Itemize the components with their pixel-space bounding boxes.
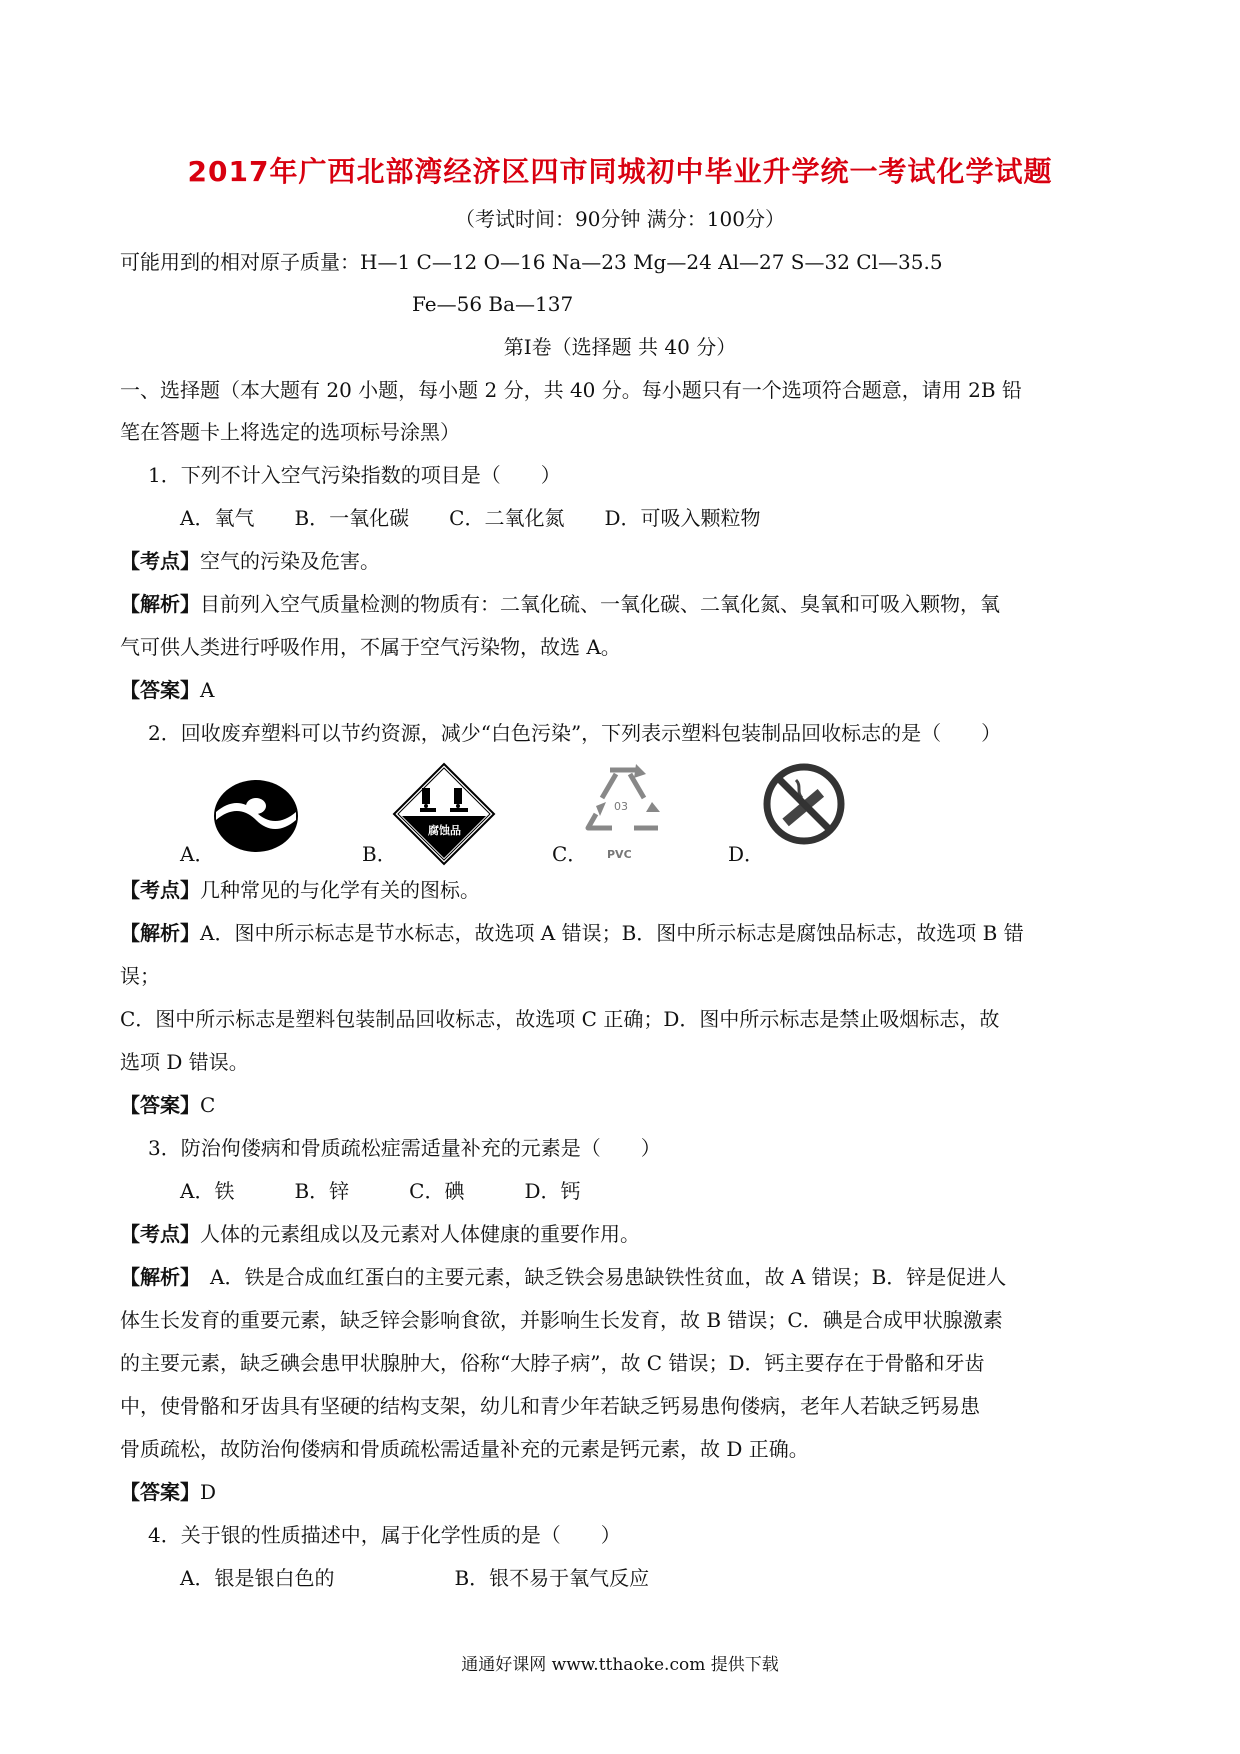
daan-text: A — [200, 678, 215, 702]
atomic-masses-line-1: 可能用到的相对原子质量：H—1 C—12 O—16 Na—23 Mg—24 Al—27 S—32 Cl—35.5 — [120, 250, 943, 274]
kaodian-text: 人体的元素组成以及元素对人体健康的重要作用。 — [200, 1222, 640, 1246]
daan-text: C — [200, 1093, 216, 1117]
q3-answer — [120, 1480, 216, 1504]
option-label-c: C． — [552, 842, 588, 866]
q1-jiexi-2: 气可供人类进行呼吸作用，不属于空气污染物，故选 A。 — [120, 635, 621, 659]
q3-jiexi-1 — [120, 1265, 1006, 1289]
jiexi-tag: 【解析】 — [120, 592, 200, 616]
instructions-line-2: 笔在答题卡上将选定的选项标号涂黑） — [120, 420, 460, 444]
q1-jiexi-1 — [120, 592, 1000, 616]
q3-jiexi-3: 的主要元素，缺乏碘会患甲状腺肿大，俗称“大脖子病”，故 C 错误；D．钙主要存在于骨骼和牙齿 — [120, 1351, 985, 1375]
q3-kaodian — [120, 1222, 640, 1246]
q3-jiexi-5: 骨质疏松，故防治佝偻病和骨质疏松需适量补充的元素是钙元素，故 D 正确。 — [120, 1437, 809, 1461]
jiexi-tag: 【解析】 — [120, 1265, 190, 1289]
instructions-line-1: 一、选择题（本大题有 20 小题，每小题 2 分，共 40 分。每小题只有一个选项符合题意，请用 2B 铅 — [120, 378, 1022, 402]
recycle-material: PVC — [607, 848, 632, 861]
q1-stem: 1．下列不计入空气污染指数的项目是（ ） — [148, 463, 561, 487]
corrosive-icon — [392, 762, 496, 866]
q1-options: A．氧气 B．一氧化碳 C．二氧化氮 D．可吸入颗粒物 — [180, 506, 761, 530]
daan-tag: 【答案】 — [120, 1480, 200, 1504]
q3-jiexi-4: 中，使骨骼和牙齿具有坚硬的结构支架，幼儿和青少年若缺乏钙易患佝偻病，老年人若缺乏钙易患 — [120, 1394, 980, 1418]
atomic-masses-line-2: Fe—56 Ba—137 — [412, 292, 574, 316]
q2-answer — [120, 1093, 215, 1117]
kaodian-text: 空气的污染及危害。 — [200, 549, 380, 573]
kaodian-tag: 【考点】 — [120, 549, 200, 573]
daan-text: D — [200, 1480, 217, 1504]
kaodian-text: 几种常见的与化学有关的图标。 — [200, 878, 480, 902]
q4-options: A．银是银白色的 B．银不易于氧气反应 — [180, 1566, 650, 1590]
q2-stem: 2．回收废弃塑料可以节约资源，减少“白色污染”，下列表示塑料包装制品回收标志的是（ ） — [148, 721, 1002, 745]
q2-jiexi-4: 选项 D 错误。 — [120, 1050, 249, 1074]
daan-tag: 【答案】 — [120, 678, 200, 702]
recycle-code: 03 — [614, 800, 628, 813]
q1-kaodian — [120, 549, 380, 573]
kaodian-tag: 【考点】 — [120, 878, 200, 902]
corrosive-label: 腐蚀品 — [428, 824, 461, 837]
q2-jiexi-1 — [120, 921, 1024, 945]
q3-options: A．铁 B．锌 C．碘 D．钙 — [180, 1179, 581, 1203]
kaodian-tag: 【考点】 — [120, 1222, 200, 1246]
page-footer: 通通好课网 www.tthaoke.com 提供下载 — [461, 1655, 779, 1675]
jiexi-text: 目前列入空气质量检测的物质有：二氧化硫、一氧化碳、二氧化氮、臭氧和可吸入颗物，氧 — [200, 592, 1000, 616]
section-heading: 第Ⅰ卷（选择题 共 40 分） — [503, 335, 737, 359]
q2-kaodian — [120, 878, 480, 902]
jiexi-text: A．铁是合成血红蛋白的主要元素，缺乏铁会易患缺铁性贫血，故 A 错误；B．锌是促进人 — [190, 1265, 1007, 1289]
exam-info: （考试时间：90分钟 满分：100分） — [455, 207, 785, 231]
q1-answer — [120, 678, 214, 702]
q2-jiexi-2: 误； — [120, 964, 160, 988]
option-label-b: B． — [362, 842, 397, 866]
q3-jiexi-2: 体生长发育的重要元素，缺乏锌会影响食欲，并影响生长发育，故 B 错误；C．碘是合成甲状腺激素 — [120, 1308, 1003, 1332]
daan-tag: 【答案】 — [120, 1093, 200, 1117]
q2-symbols — [0, 768, 1240, 868]
no-smoking-icon — [762, 762, 846, 846]
option-label-d: D． — [728, 842, 765, 866]
page-title: 2017年广西北部湾经济区四市同城初中毕业升学统一考试化学试题 — [187, 155, 1053, 188]
water-saving-icon — [212, 778, 300, 854]
q2-jiexi-3: C．图中所示标志是塑料包装制品回收标志，故选项 C 正确；D．图中所示标志是禁止吸烟标志，故 — [120, 1007, 1000, 1031]
q3-stem: 3．防治佝偻病和骨质疏松症需适量补充的元素是（ ） — [148, 1136, 661, 1160]
q4-stem: 4．关于银的性质描述中，属于化学性质的是（ ） — [148, 1523, 621, 1547]
jiexi-text: A．图中所示标志是节水标志，故选项 A 错误；B．图中所示标志是腐蚀品标志，故选项 B 错 — [200, 921, 1024, 945]
jiexi-tag: 【解析】 — [120, 921, 200, 945]
option-label-a: A． — [180, 842, 215, 866]
